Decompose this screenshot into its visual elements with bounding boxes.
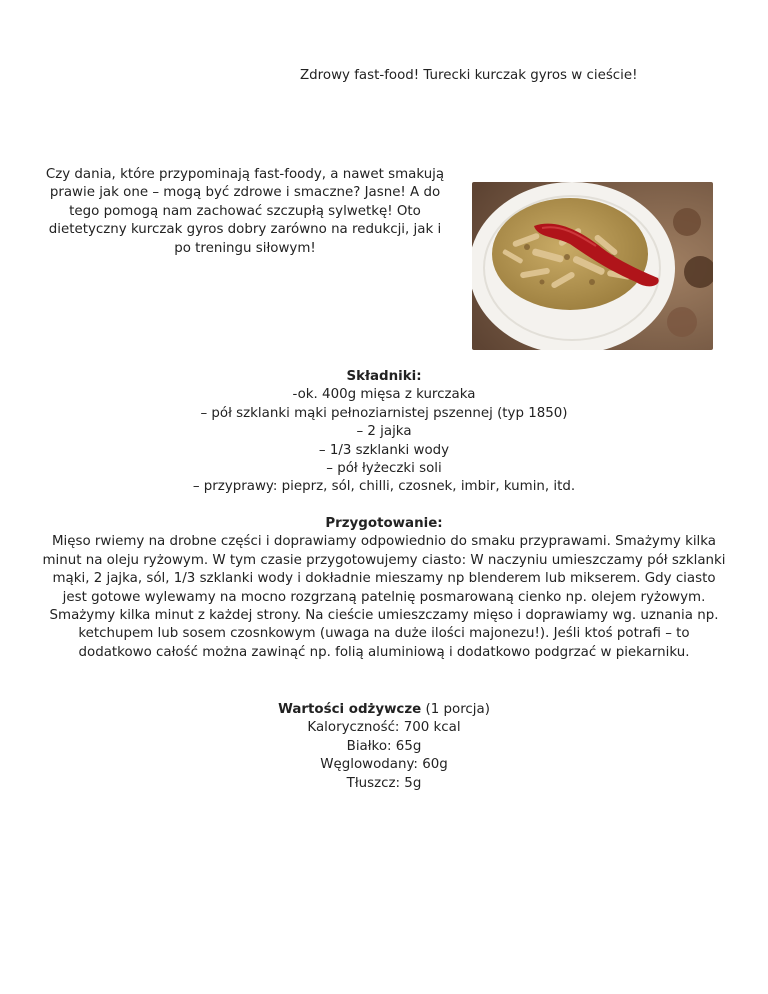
intro-paragraph: Czy dania, które przypominają fast-foody, a nawet smakują prawie jak one – mogą być zdrowe i smaczne? Jasne! A do tego pomogą nam zachować szczupłą sylwetkę! Oto dietetyczny kurczak gyros dobry zarówno na redukcji, jak i po treningu siłowym! bbox=[45, 167, 445, 256]
ingredient-item: -ok. 400g mięsa z kurczaka bbox=[292, 387, 476, 403]
ingredients-heading: Składniki: bbox=[346, 369, 422, 384]
ingredients-section bbox=[0, 368, 768, 497]
ingredient-item: – 1/3 szklanki wody bbox=[318, 442, 450, 458]
nutrition-item: Kaloryczność: 700 kcal bbox=[307, 720, 461, 736]
nutrition-portion: (1 porcja) bbox=[421, 702, 490, 717]
crepe bbox=[492, 198, 648, 310]
nutrition-item: Białko: 65g bbox=[346, 738, 422, 754]
ingredient-item: – pół łyżeczki soli bbox=[326, 461, 442, 477]
preparation-text: Mięso rwiemy na drobne części i doprawiamy odpowiednio do smaku przyprawami. Smażymy kilka minut na oleju ryżowym. W tym czasie przygotowujemy ciasto: W naczyniu umieszczamy pół szklanki mąki, 2 jajka, sól, 1/3 szklanki wody i dokładnie mieszamy np blenderem lub mikserem. Gdy ciasto jest gotowe wylewamy na mocno rozgrzaną patelnię posmarowaną cienko np. olejem ryżowym. Smażymy kilka minut z każdej strony. Na cieście umieszczamy mięso i doprawiamy wg. uznania np. ketchupem lub sosem czosnkowym (uwaga na duże ilości majonezu!). Jeśli ktoś potrafi – to dodatkowo całość można zawinąć np. folią aluminiową i dodatkowo podgrzać w piekarniku. bbox=[42, 534, 726, 660]
ingredient-item: – 2 jajka bbox=[356, 424, 412, 440]
nutrition-item: Tłuszcz: 5g bbox=[346, 775, 422, 791]
ingredient-item: – pół szklanki mąki pełnoziarnistej pszennej (typ 1850) bbox=[200, 405, 568, 421]
ingredient-item: – przyprawy: pieprz, sól, chilli, czosnek, imbir, kumin, itd. bbox=[192, 479, 576, 495]
preparation-heading: Przygotowanie: bbox=[325, 516, 443, 531]
preparation-section bbox=[0, 515, 768, 662]
nutrition-section bbox=[0, 701, 768, 793]
page-title: Zdrowy fast-food! Turecki kurczak gyros w cieście! bbox=[300, 68, 638, 83]
gyros-photo bbox=[472, 182, 713, 350]
nutrition-heading: Wartości odżywcze bbox=[278, 702, 422, 717]
nutrition-item: Węglowodany: 60g bbox=[320, 757, 448, 773]
gyros-photo-illustration bbox=[472, 182, 713, 350]
